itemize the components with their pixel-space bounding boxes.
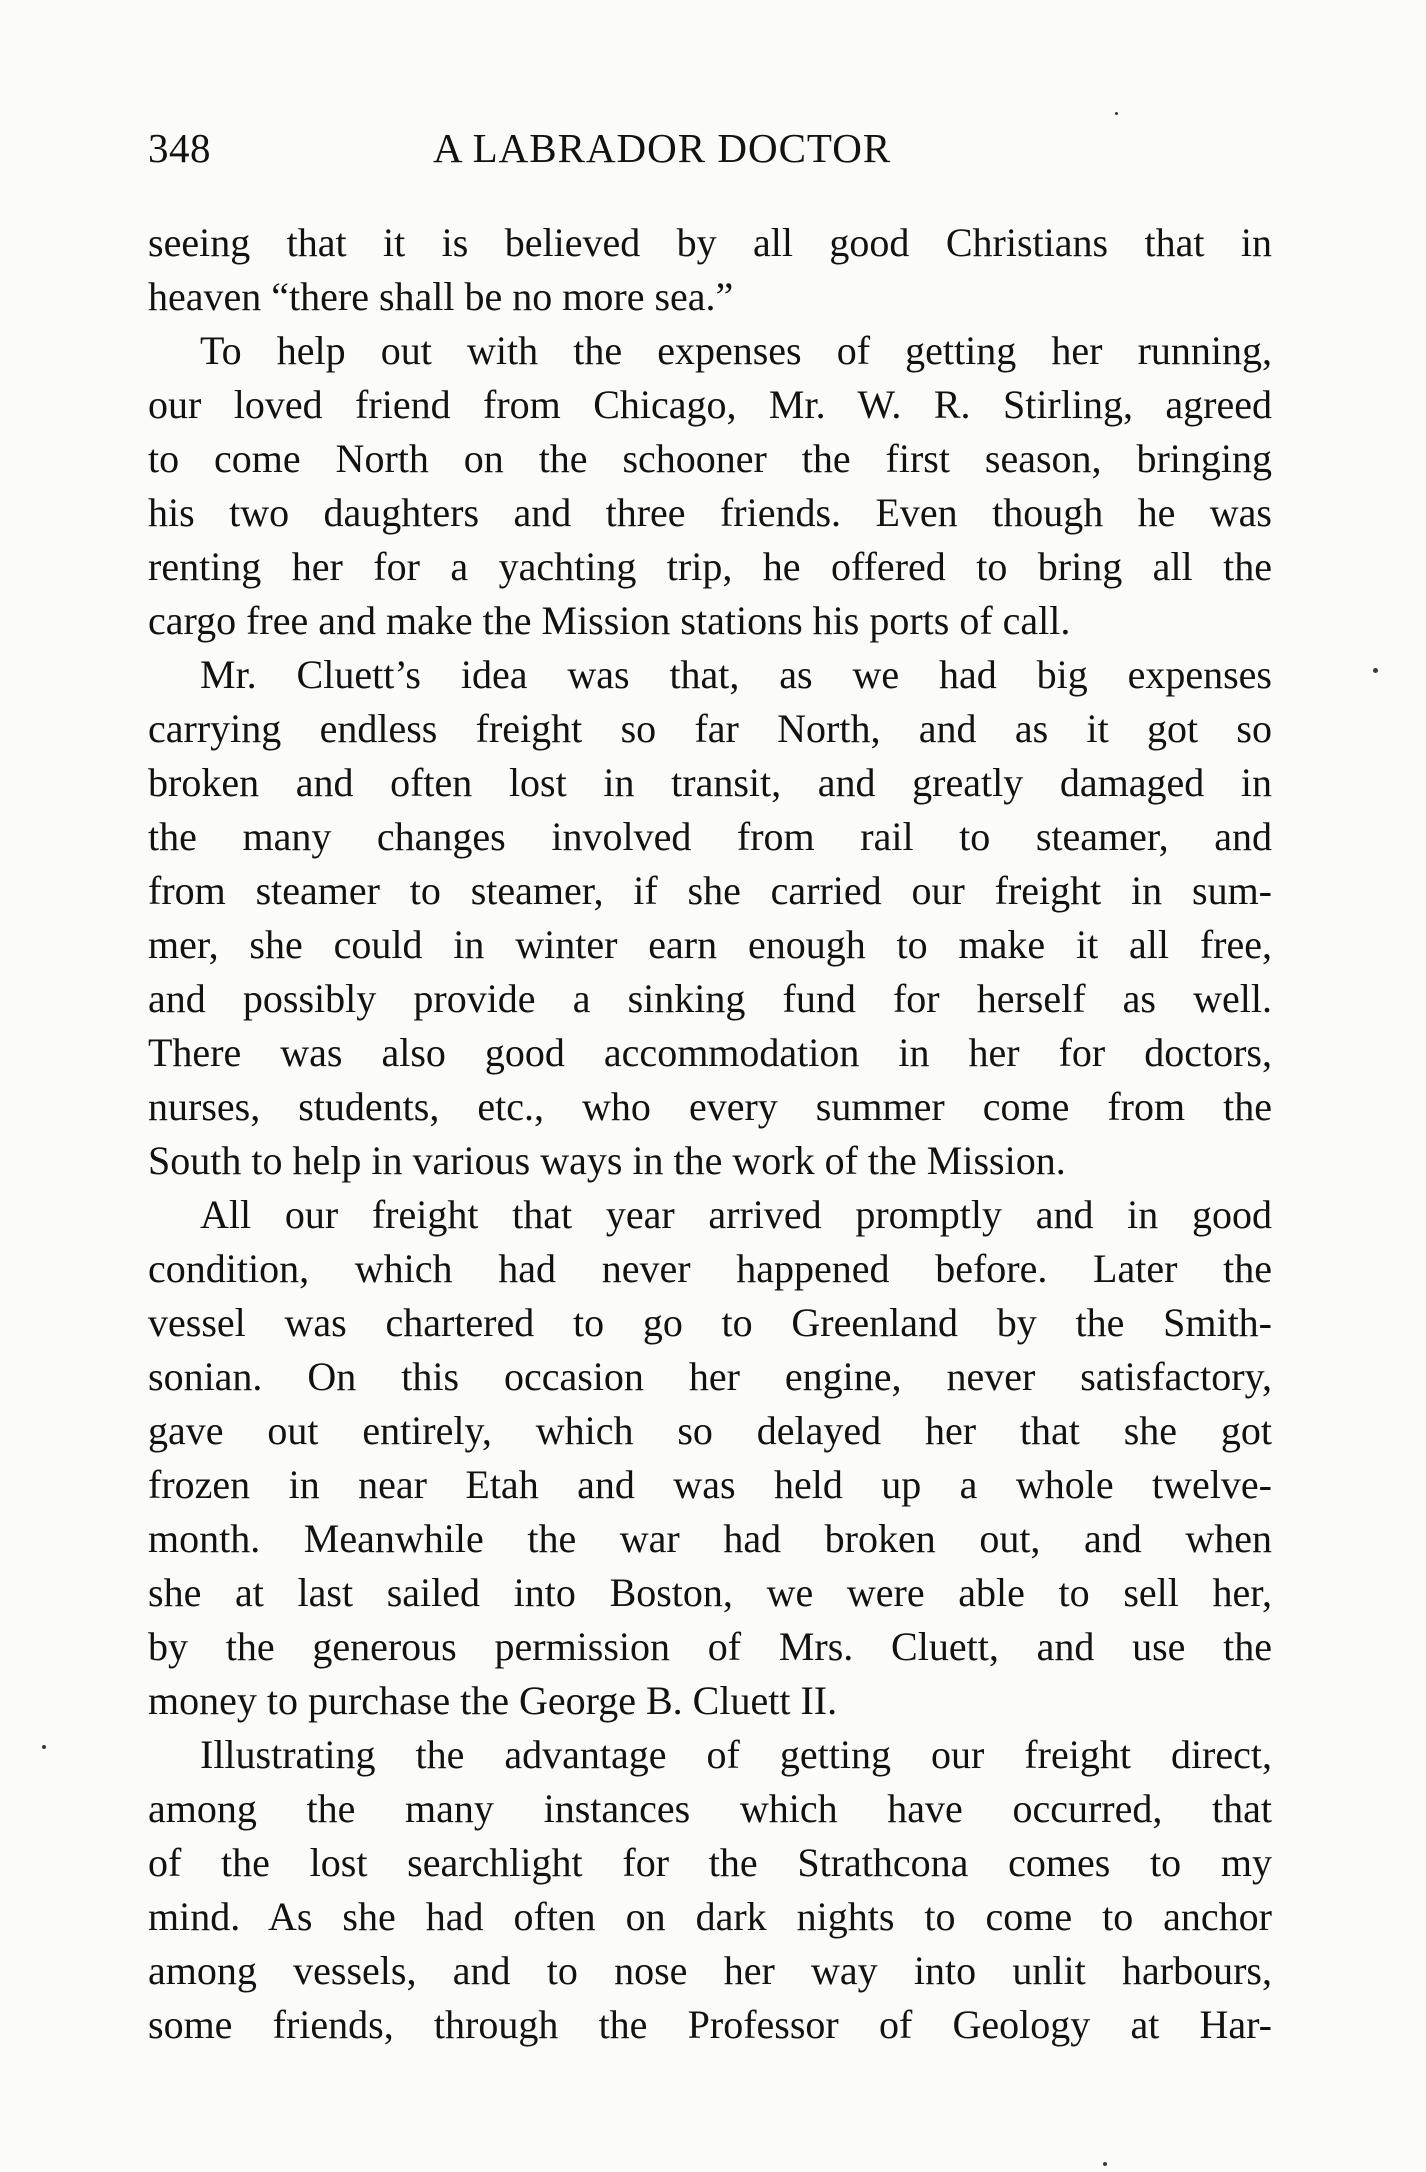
scan-speck [1115,112,1118,115]
text-line: renting her for a yachting trip, he offered to bring all the [148,544,1272,589]
text-line: she at last sailed into Boston, we were able to sell her, [148,1570,1272,1615]
text-line: To help out with the expenses of getting her running, [200,328,1272,373]
text-line: from steamer to steamer, if she carried our freight in sum- [148,868,1272,913]
text-line: among vessels, and to nose her way into unlit harbours, [148,1948,1272,1993]
text-line: some friends, through the Professor of Geology at Har- [148,2002,1272,2047]
text-line: by the generous permission of Mrs. Cluett, and use the [148,1624,1272,1669]
text-line: month. Meanwhile the war had broken out, and when [148,1516,1272,1561]
text-line: South to help in various ways in the work of the Mission. [148,1138,1066,1183]
text-line: frozen in near Etah and was held up a whole twelve- [148,1462,1272,1507]
text-line: cargo free and make the Mission stations his ports of call. [148,598,1071,643]
text-line: his two daughters and three friends. Even though he was [148,490,1272,535]
text-line: vessel was chartered to go to Greenland by the Smith- [148,1300,1272,1345]
text-line: money to purchase the George B. Cluett II. [148,1678,838,1723]
text-line: condition, which had never happened before. Later the [148,1246,1272,1291]
text-line: seeing that it is believed by all good Christians that in [148,220,1272,265]
text-line: our loved friend from Chicago, Mr. W. R. Stirling, agreed [148,382,1272,427]
text-line: among the many instances which have occurred, that [148,1786,1272,1831]
text-line: mind. As she had often on dark nights to come to anchor [148,1894,1272,1939]
scan-speck [42,1745,46,1749]
text-line: Illustrating the advantage of getting our freight direct, [200,1732,1272,1777]
text-line: All our freight that year arrived promptly and in good [200,1192,1272,1237]
text-line: sonian. On this occasion her engine, never satisfactory, [148,1354,1272,1399]
text-line: broken and often lost in transit, and greatly damaged in [148,760,1272,805]
text-line: the many changes involved from rail to steamer, and [148,814,1272,859]
scan-speck [1103,2162,1107,2166]
text-line: mer, she could in winter earn enough to make it all free, [148,922,1272,967]
book-title: A LABRADOR DOCTOR [433,125,892,171]
scan-speck [1373,668,1378,673]
text-line: There was also good accommodation in her for doctors, [148,1030,1272,1075]
text-line: gave out entirely, which so delayed her that she got [148,1408,1272,1453]
text-line: heaven “there shall be no more sea.” [148,274,734,319]
text-line: and possibly provide a sinking fund for herself as well. [148,976,1272,1021]
text-line: of the lost searchlight for the Strathcona comes to my [148,1840,1272,1885]
text-line: nurses, students, etc., who every summer come from the [148,1084,1272,1129]
running-head [148,118,1288,178]
text-line: to come North on the schooner the first season, bringing [148,436,1272,481]
text-line: Mr. Cluett’s idea was that, as we had big expenses [200,652,1272,697]
page-number: 348 [148,125,211,171]
text-line: carrying endless freight so far North, and as it got so [148,706,1272,751]
